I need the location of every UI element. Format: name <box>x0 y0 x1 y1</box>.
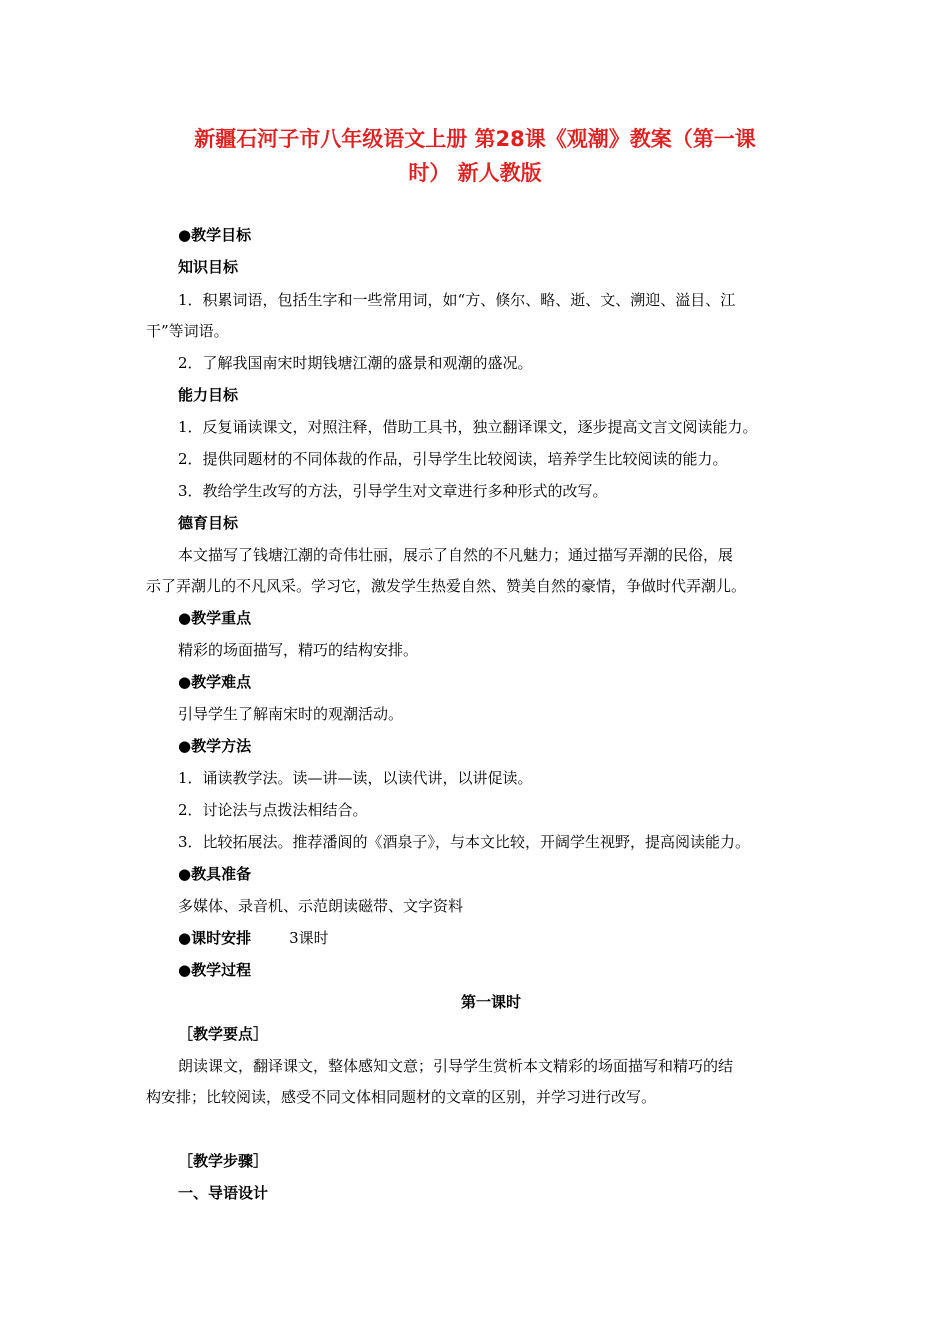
points-text-b: 构安排；比较阅读，感受不同文体相同题材的文章的区别，并学习进行改写。 <box>146 1088 657 1106</box>
ability-item-2: 2．提供同题材的不同体裁的作品，引导学生比较阅读，培养学生比较阅读的能力。 <box>178 450 728 468</box>
moral-text-a: 本文描写了钱塘江潮的奇伟壮丽，展示了自然的不凡魅力；通过描写弄潮的民俗，展 <box>178 546 734 564</box>
lesson-heading: 第一课时 <box>460 993 521 1011</box>
difficulty-text: 引导学生了解南宋时的观潮活动。 <box>178 705 404 723</box>
difficulty-heading: ●教学难点 <box>178 673 252 691</box>
document-title <box>150 122 800 190</box>
ability-heading: 能力目标 <box>178 386 239 404</box>
title-line-1: 新疆石河子市八年级语文上册 第28课《观潮》教案（第一课 <box>194 127 756 151</box>
method-heading: ●教学方法 <box>178 737 252 755</box>
process-heading: ●教学过程 <box>178 961 252 979</box>
method-item-2: 2．讨论法与点拨法相结合。 <box>178 801 368 819</box>
knowledge-item-2: 2．了解我国南宋时期钱塘江潮的盛景和观潮的盛况。 <box>178 354 533 372</box>
tools-heading: ●教具准备 <box>178 865 252 883</box>
tools-text: 多媒体、录音机、示范朗读磁带、文字资料 <box>178 897 464 915</box>
title-line-2: 时） 新人教版 <box>408 161 542 185</box>
schedule-row <box>178 928 858 948</box>
knowledge-heading: 知识目标 <box>178 258 239 276</box>
step-1-heading: 一、导语设计 <box>178 1184 269 1202</box>
key-text: 精彩的场面描写，精巧的结构安排。 <box>178 641 419 659</box>
schedule-heading: ●课时安排 <box>178 929 252 947</box>
method-item-1: 1．诵读教学法。读—讲—读，以读代讲，以讲促读。 <box>178 769 533 787</box>
knowledge-item-1a: 1．积累词语，包括生字和一些常用词，如“方、倏尔、略、逝、文、溯迎、溢目、江 <box>178 291 736 309</box>
ability-item-1: 1．反复诵读课文，对照注释，借助工具书，独立翻译课文，逐步提高文言文阅读能力。 <box>178 418 758 436</box>
method-item-3: 3．比较拓展法。推荐潘阆的《酒泉子》，与本文比较，开阔学生视野，提高阅读能力。 <box>178 833 751 851</box>
points-text-a: 朗读课文，翻译课文，整体感知文意；引导学生赏析本文精彩的场面描写和精巧的结 <box>178 1057 734 1075</box>
key-heading: ●教学重点 <box>178 609 252 627</box>
ability-item-3: 3．教给学生改写的方法，引导学生对文章进行多种形式的改写。 <box>178 482 608 500</box>
points-heading: ［教学要点］ <box>178 1025 269 1043</box>
goals-heading: ●教学目标 <box>178 226 252 244</box>
steps-heading: ［教学步骤］ <box>178 1152 269 1170</box>
moral-text-b: 示了弄潮儿的不凡风采。学习它，激发学生热爱自然、赞美自然的豪情，争做时代弄潮儿。 <box>146 577 747 595</box>
knowledge-item-1b: 干”等词语。 <box>146 322 229 340</box>
moral-heading: 德育目标 <box>178 514 239 532</box>
schedule-value: 3课时 <box>289 929 329 947</box>
